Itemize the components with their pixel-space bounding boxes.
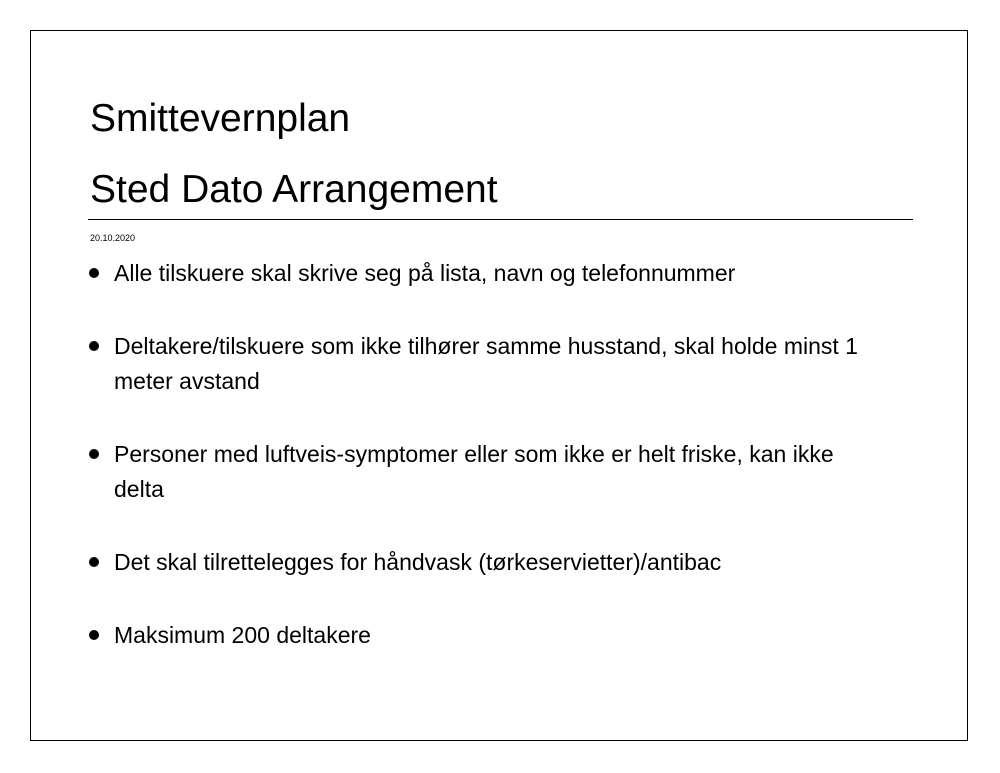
title-divider xyxy=(88,219,913,220)
list-item-text: Alle tilskuere skal skrive seg på lista, navn og telefonnummer xyxy=(114,260,736,286)
list-item-text: Deltakere/tilskuere som ikke tilhører samme husstand, skal holde minst 1 meter avstand xyxy=(114,333,858,394)
list-item-text: Det skal tilrettelegges for håndvask (tørkeservietter)/antibac xyxy=(114,549,722,575)
list-item xyxy=(89,618,889,653)
bullet-list xyxy=(89,256,889,691)
list-item-text: Maksimum 200 deltakere xyxy=(114,622,371,648)
list-item xyxy=(89,545,889,580)
list-item xyxy=(89,437,889,507)
bullet-icon xyxy=(89,557,99,567)
document-date: 20.10.2020 xyxy=(90,233,136,243)
list-item-text: Personer med luftveis-symptomer eller som ikke er helt friske, kan ikke delta xyxy=(114,441,834,502)
document-page xyxy=(30,30,968,741)
bullet-icon xyxy=(89,630,99,640)
list-item xyxy=(89,256,889,291)
document-subtitle: Sted Dato Arrangement xyxy=(90,168,498,211)
bullet-icon xyxy=(89,268,99,278)
document-title: Smittevernplan xyxy=(90,97,351,140)
list-item xyxy=(89,329,889,399)
bullet-icon xyxy=(89,341,99,351)
bullet-icon xyxy=(89,449,99,459)
